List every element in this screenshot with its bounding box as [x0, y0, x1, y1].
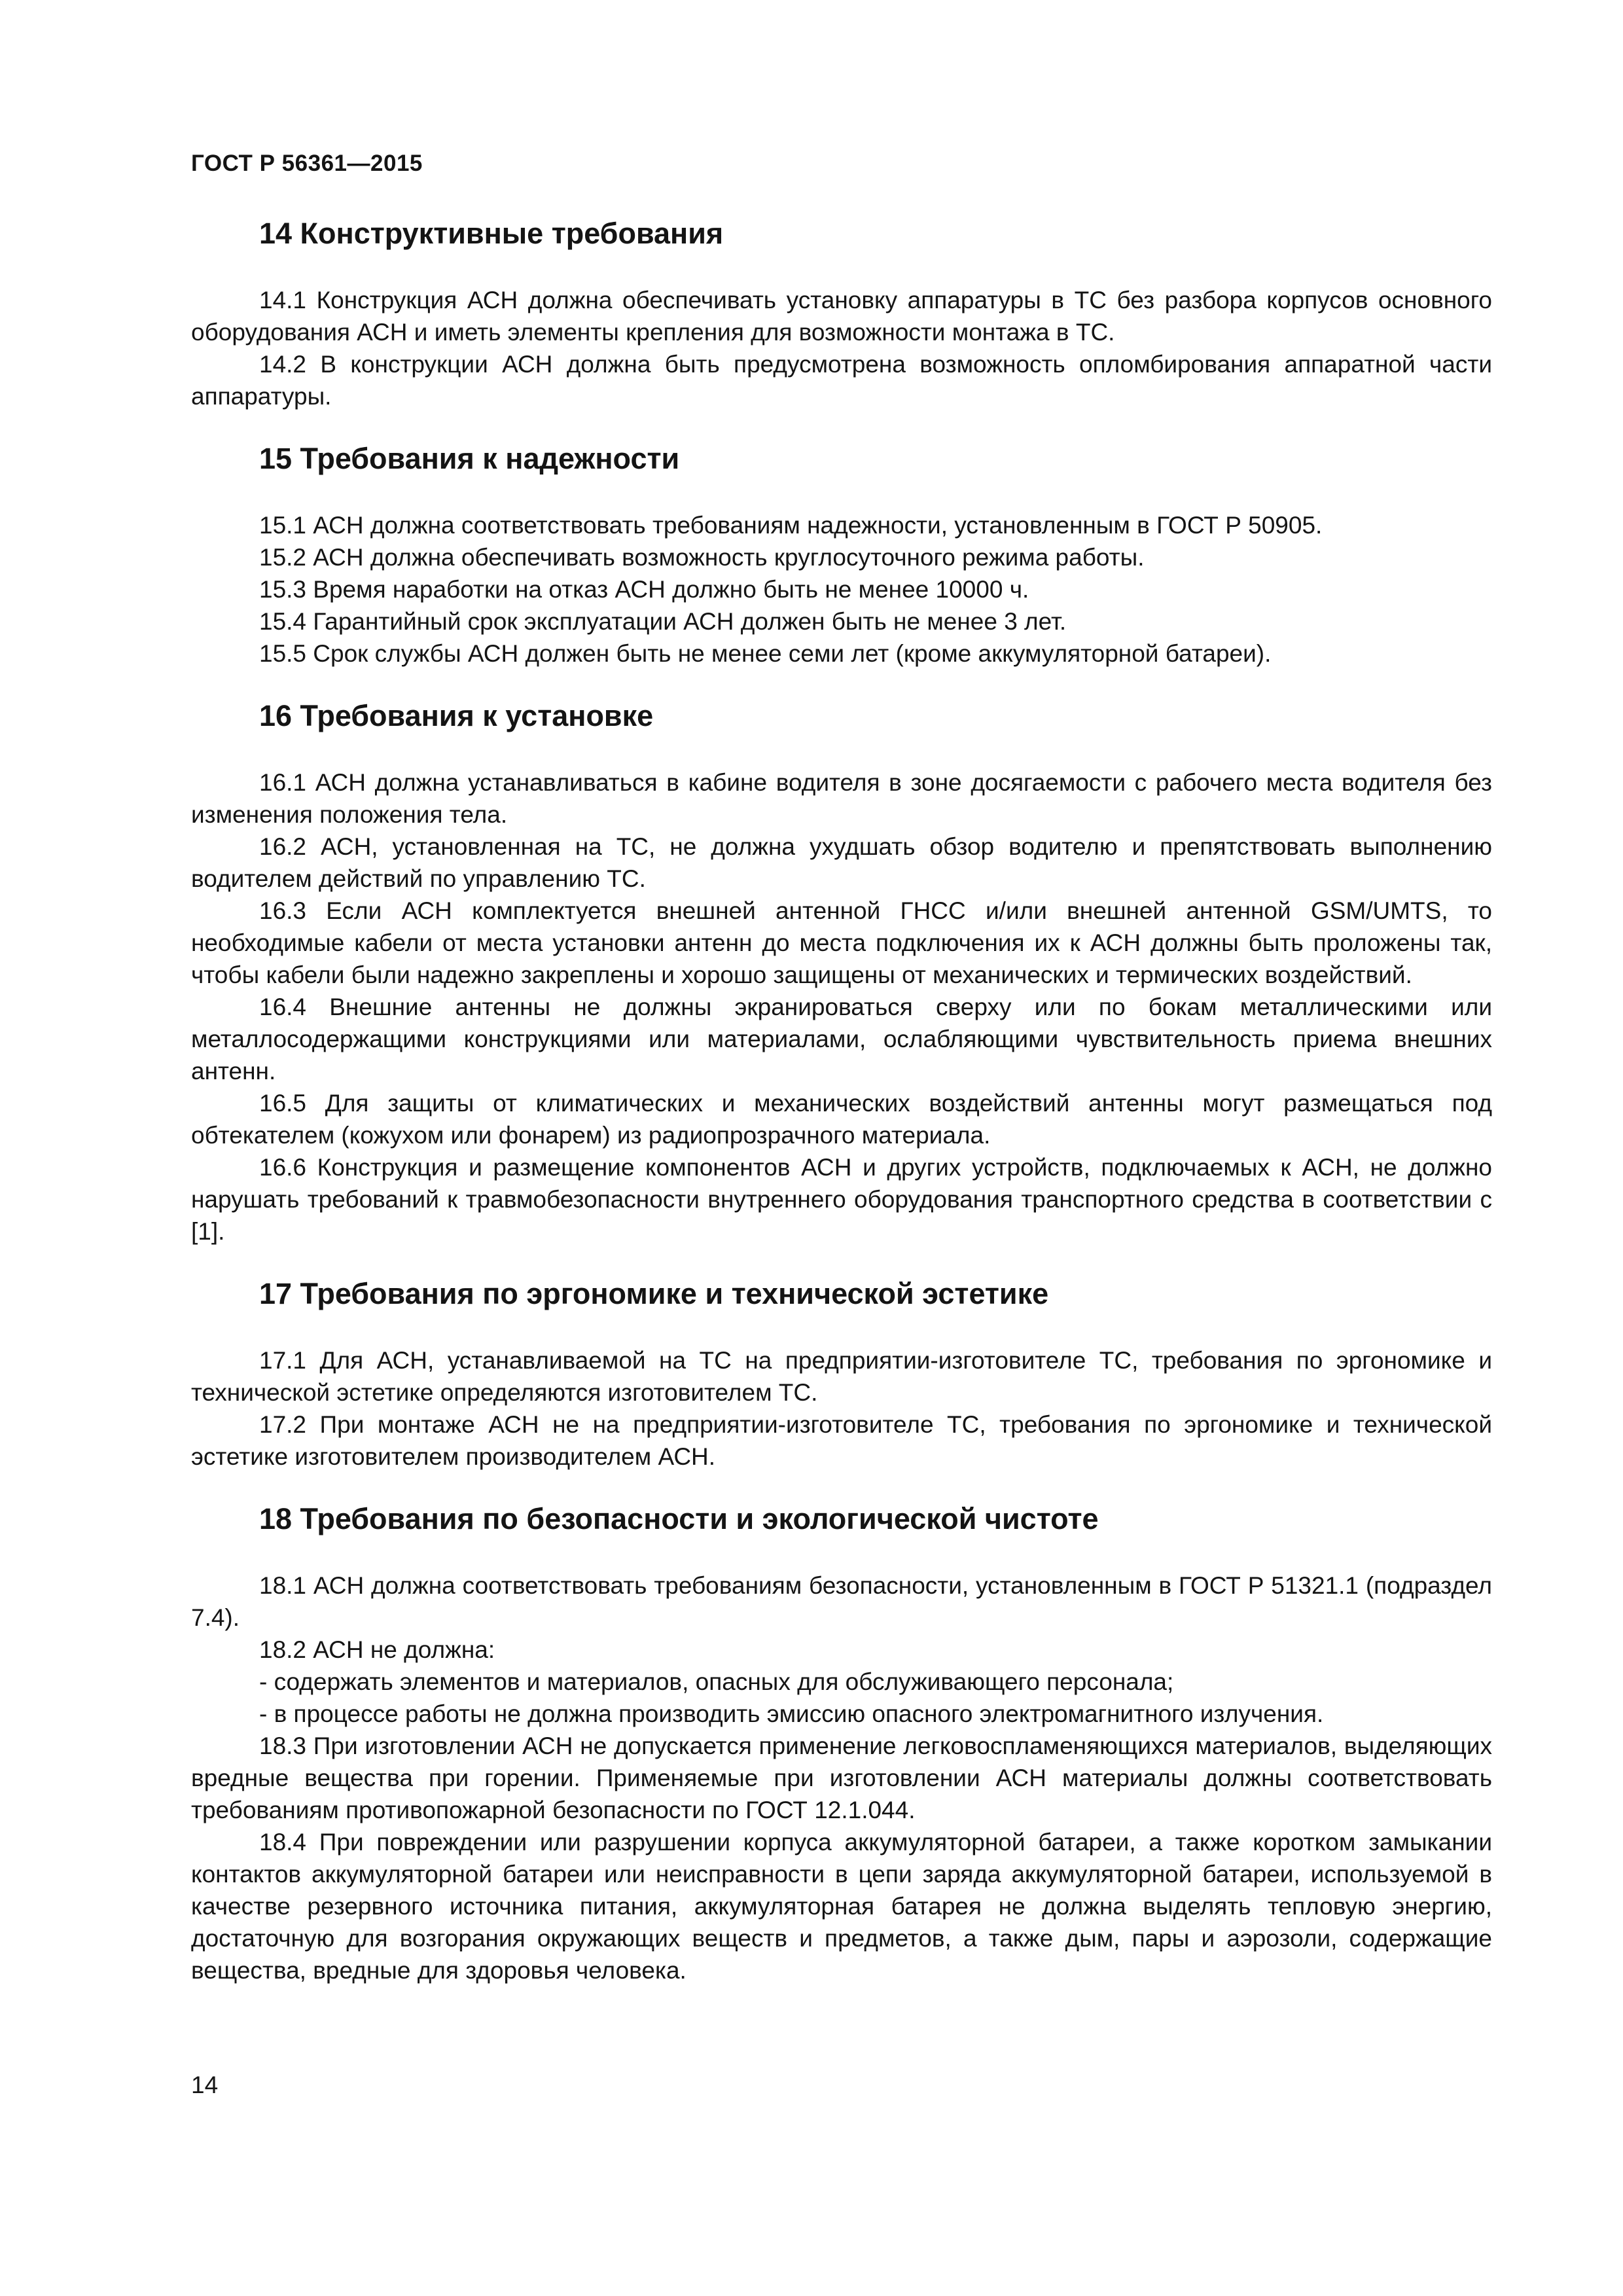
- section-18: [191, 1501, 1492, 1986]
- paragraph: 16.6 Конструкция и размещение компонентов АСН и других устройств, подключаемых к АСН, не должно нарушать требований к травмобезопасности внутреннего оборудования транспортного средства в соответствии с [1].: [191, 1154, 1492, 1245]
- paragraph: 15.2 АСН должна обеспечивать возможность круглосуточного режима работы.: [259, 544, 1145, 571]
- paragraph: 18.1 АСН должна соответствовать требованиям безопасности, установленным в ГОСТ Р 51321.1 (подраздел 7.4).: [191, 1572, 1492, 1631]
- paragraph: 16.4 Внешние антенны не должны экранироваться сверху или по бокам металлическими или металлосодержащими конструкциями или материалами, ослабляющими чувствительность приема внешних антенн.: [191, 994, 1492, 1085]
- paragraph: 16.5 Для защиты от климатических и механических воздействий антенны могут размещаться под обтекателем (кожухом или фонарем) из радиопрозрачного материала.: [191, 1090, 1492, 1149]
- section-14: [191, 216, 1492, 412]
- section-title: 14 Конструктивные требования: [259, 217, 724, 250]
- document-id: ГОСТ Р 56361—2015: [191, 151, 423, 176]
- paragraph: 15.3 Время наработки на отказ АСН должно быть не менее 10000 ч.: [259, 576, 1029, 603]
- section-16: [191, 698, 1492, 1247]
- section-title: 15 Требования к надежности: [259, 442, 680, 475]
- paragraph: 15.1 АСН должна соответствовать требованиям надежности, установленным в ГОСТ Р 50905.: [259, 512, 1323, 539]
- paragraph: 17.1 Для АСН, устанавливаемой на ТС на предприятии-изготовителе ТС, требования по эргономике и технической эстетике определяются изготовителем ТС.: [191, 1347, 1492, 1406]
- list-item: - в процессе работы не должна производить эмиссию опасного электромагнитного излучения.: [259, 1700, 1324, 1727]
- document-body: [191, 216, 1492, 2015]
- section-17: [191, 1276, 1492, 1473]
- paragraph: 14.1 Конструкция АСН должна обеспечивать установку аппаратуры в ТС без разбора корпусов основного оборудования АСН и иметь элементы крепления для возможности монтажа в ТС.: [191, 287, 1492, 346]
- section-title: 17 Требования по эргономике и технической эстетике: [259, 1277, 1049, 1310]
- list-item: - содержать элементов и материалов, опасных для обслуживающего персонала;: [259, 1668, 1174, 1695]
- paragraph: 17.2 При монтаже АСН не на предприятии-изготовителе ТС, требования по эргономике и технической эстетике изготовителем производителем АСН.: [191, 1411, 1492, 1470]
- paragraph: 18.2 АСН не должна:: [259, 1636, 495, 1663]
- paragraph: 15.5 Срок службы АСН должен быть не менее семи лет (кроме аккумуляторной батареи).: [259, 640, 1272, 667]
- paragraph: 16.1 АСН должна устанавливаться в кабине водителя в зоне досягаемости с рабочего места водителя без изменения положения тела.: [191, 769, 1492, 828]
- section-title: 16 Требования к установке: [259, 699, 654, 732]
- section-title: 18 Требования по безопасности и экологической чистоте: [259, 1502, 1099, 1535]
- paragraph: 16.3 Если АСН комплектуется внешней антенной ГНСС и/или внешней антенной GSM/UMTS, то необходимые кабели от места установки антенн до места подключения их к АСН должны быть проложены так, чтобы кабели были надежно закреплены и хорошо защищены от механических и термических воздействий.: [191, 897, 1492, 988]
- page-number: 14: [191, 2072, 219, 2098]
- paragraph: 16.2 АСН, установленная на ТС, не должна ухудшать обзор водителю и препятствовать выполнению водителем действий по управлению ТС.: [191, 833, 1492, 892]
- paragraph: 14.2 В конструкции АСН должна быть предусмотрена возможность опломбирования аппаратной части аппаратуры.: [191, 351, 1492, 410]
- paragraph: 15.4 Гарантийный срок эксплуатации АСН должен быть не менее 3 лет.: [259, 608, 1067, 635]
- section-15: [191, 441, 1492, 670]
- paragraph: 18.4 При повреждении или разрушении корпуса аккумуляторной батареи, а также коротком замыкании контактов аккумуляторной батареи или неисправности в цепи заряда аккумуляторной батареи, используемой в качестве резервного источника питания, аккумуляторная батарея не должна выделять тепловую энергию, достаточную для возгорания окружающих веществ и предметов, а также дым, пары и аэрозоли, содержащие вещества, вредные для здоровья человека.: [191, 1829, 1492, 1984]
- paragraph: 18.3 При изготовлении АСН не допускается применение легковоспламеняющихся материалов, выделяющих вредные вещества при горении. Применяемые при изготовлении АСН материалы должны соответствовать требованиям противопожарной безопасности по ГОСТ 12.1.044.: [191, 1732, 1492, 1823]
